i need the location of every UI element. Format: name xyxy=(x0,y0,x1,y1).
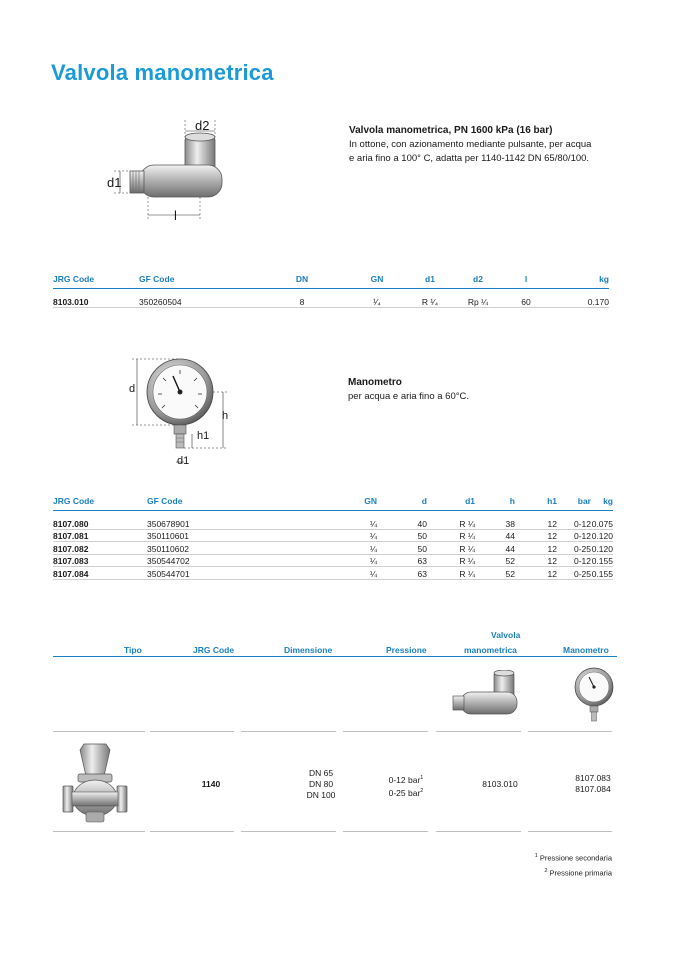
col-header-manometro: Manometro xyxy=(563,645,609,655)
cell: ¼ xyxy=(297,567,377,580)
cell: 0.170 xyxy=(549,289,609,308)
col-header: kg xyxy=(591,495,613,511)
cell: ¼ xyxy=(297,542,377,555)
cell: 0.120 xyxy=(591,543,613,554)
col-header-pressione: Pressione xyxy=(386,645,427,655)
cell: 350678901 xyxy=(147,511,297,530)
cell: 60 xyxy=(503,289,549,308)
valve-description-line: In ottone, con azionamento mediante pulsante, per acqua xyxy=(349,139,592,150)
page-title: Valvola manometrica xyxy=(51,60,274,85)
table-row xyxy=(53,554,613,567)
cell: 350544701 xyxy=(147,567,297,580)
dimension-item: DN 100 xyxy=(306,790,336,800)
col-header: l xyxy=(503,273,549,289)
cell: 8107.081 xyxy=(53,529,147,542)
cell: 0-12 xyxy=(557,511,591,530)
col-header: JRG Code xyxy=(53,273,139,289)
cell: 0.120 xyxy=(591,531,613,541)
cell: ¼ xyxy=(297,511,377,530)
gauge-spec-table xyxy=(53,495,613,580)
col-header: d xyxy=(377,495,427,511)
dim-label-l: l xyxy=(174,208,177,223)
table-header-row xyxy=(53,273,609,289)
cell: 12 xyxy=(515,542,557,555)
cell: 8 xyxy=(257,289,347,308)
cell: 350544702 xyxy=(147,554,297,567)
gauge-thumbnail xyxy=(572,667,616,723)
cell: 0-25 xyxy=(557,567,591,580)
col-header: GN xyxy=(297,495,377,511)
cell: 44 xyxy=(475,542,515,555)
valve-description-line: e aria fino a 100° C, adatta per 1140-1142 DN 65/80/100. xyxy=(349,153,590,164)
row-divider xyxy=(241,731,336,732)
col-header: GN xyxy=(347,273,407,289)
pressure-item: 0-25 bar$^2$ xyxy=(388,787,424,798)
cell: 0-12 xyxy=(557,529,591,542)
col-header: JRG Code xyxy=(53,495,147,511)
pressure-item: 0-12 bar$^1$ xyxy=(388,774,424,785)
footnote: $^2$ Pressione primaria xyxy=(544,868,612,878)
col-header: d2 xyxy=(453,273,503,289)
table-row xyxy=(53,529,613,542)
cell: 63 xyxy=(377,567,427,580)
gauge-code: 8107.083 xyxy=(575,773,611,783)
row-divider xyxy=(150,831,234,832)
cell: 8107.083 xyxy=(53,554,147,567)
cell: Rp ¼ xyxy=(453,289,503,308)
col-header: h1 xyxy=(515,495,557,511)
col-header: DN xyxy=(257,273,347,289)
valve-thumbnail xyxy=(447,670,522,720)
row-divider xyxy=(241,831,336,832)
cell: 8103.010 xyxy=(53,289,139,308)
cell: 12 xyxy=(515,554,557,567)
row-divider xyxy=(53,831,145,832)
col-header: h xyxy=(475,495,515,511)
col-header-tipo: Tipo xyxy=(124,645,142,655)
valve-spec-table xyxy=(53,273,609,308)
cell: 12 xyxy=(515,529,557,542)
dimension-item: DN 65 xyxy=(308,768,334,778)
row-divider xyxy=(528,731,612,732)
dim-label-d1: d1 xyxy=(177,455,190,467)
dim-label-d1: d1 xyxy=(107,175,122,190)
col-header: GF Code xyxy=(139,273,257,289)
cell: 44 xyxy=(475,529,515,542)
cell: 0.075 xyxy=(591,511,613,530)
table-row xyxy=(53,289,609,308)
cell: 0.155 xyxy=(591,556,613,566)
gauge-title: Manometro xyxy=(348,377,402,388)
cell: 38 xyxy=(475,511,515,530)
row-divider xyxy=(343,831,428,832)
col-header: d1 xyxy=(427,495,475,511)
cell: ¼ xyxy=(297,529,377,542)
col-header: GF Code xyxy=(147,495,297,511)
footnote: $^1$ Pressione secondaria xyxy=(534,853,612,863)
cell: ¼ xyxy=(297,554,377,567)
gauge-description: per acqua e aria fino a 60°C. xyxy=(348,391,470,402)
cell: R ¼ xyxy=(427,529,475,542)
table-header-row xyxy=(53,495,613,511)
cell: 350260504 xyxy=(139,289,257,308)
cell: 52 xyxy=(475,567,515,580)
row-divider xyxy=(528,831,612,832)
cell: 0.155 xyxy=(591,568,613,579)
cell: 350110601 xyxy=(147,529,297,542)
gauge-code: 8107.084 xyxy=(575,784,611,794)
col-header: bar xyxy=(557,495,591,511)
row-divider xyxy=(436,831,521,832)
dim-label-d2: d2 xyxy=(195,118,210,133)
col-header-dimensione: Dimensione xyxy=(284,645,333,655)
row-divider xyxy=(436,731,521,732)
valve-description xyxy=(349,138,591,166)
table-row xyxy=(53,511,613,530)
gauge-codes xyxy=(555,773,631,795)
dim-label-h: h xyxy=(222,410,229,422)
col-header: d1 xyxy=(407,273,453,289)
cell: 8107.080 xyxy=(53,511,147,530)
cell: R ¼ xyxy=(427,554,475,567)
col-header-jrg-code: JRG Code xyxy=(193,645,235,655)
cell: 8107.084 xyxy=(53,567,147,580)
dimension-list xyxy=(280,768,362,801)
row-divider xyxy=(150,731,234,732)
cell: 12 xyxy=(515,511,557,530)
cell: 0-25 xyxy=(557,542,591,555)
cell: 52 xyxy=(475,554,515,567)
pressure-list xyxy=(365,773,447,799)
table-row xyxy=(53,567,613,580)
row-divider xyxy=(343,731,428,732)
cell: 50 xyxy=(377,542,427,555)
cell: ¹⁄₄ xyxy=(347,289,407,308)
cell: R ¼ xyxy=(427,542,475,555)
cell: 350110602 xyxy=(147,542,297,555)
cell: 63 xyxy=(377,554,427,567)
cell: 40 xyxy=(377,511,427,530)
col-header-valvola: Valvola xyxy=(491,630,521,640)
cell: 8107.082 xyxy=(53,542,147,555)
cell: 0-12 xyxy=(557,554,591,567)
cell: R ¼ xyxy=(427,511,475,530)
valve-diagram xyxy=(100,115,235,230)
cell: 50 xyxy=(377,529,427,542)
valve-code: 8103.010 xyxy=(482,779,518,789)
cell: 12 xyxy=(515,567,557,580)
cell: R ¹⁄₄ xyxy=(407,289,453,308)
table-row xyxy=(53,542,613,555)
cell: R ¼ xyxy=(427,567,475,580)
col-header-manometrica: manometrica xyxy=(464,645,517,655)
row-divider xyxy=(53,731,145,732)
dim-label-d: d xyxy=(129,383,136,395)
col-header: kg xyxy=(549,273,609,289)
header-divider xyxy=(53,656,617,657)
type-jrg-code: 1140 xyxy=(201,779,221,789)
dimension-item: DN 80 xyxy=(308,779,334,789)
pressure-reducer-image xyxy=(60,740,130,825)
valve-title: Valvola manometrica, PN 1600 kPa (16 bar) xyxy=(349,125,553,136)
dim-label-h1: h1 xyxy=(197,430,210,442)
